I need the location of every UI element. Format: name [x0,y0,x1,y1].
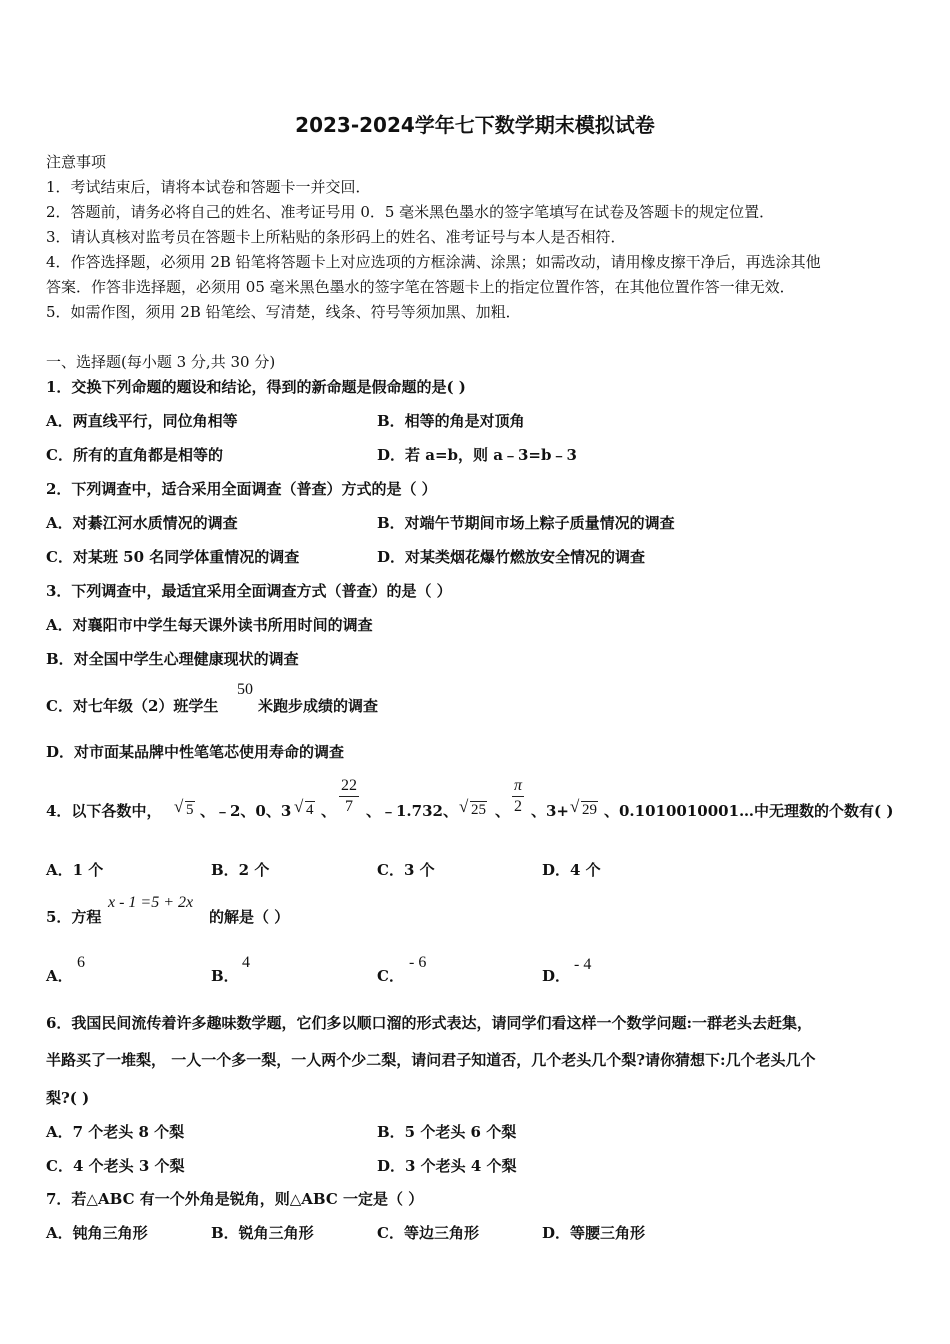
q4-tail: 、0.1010010001…中无理数的个数有( ) [604,802,894,820]
q2-option-b: B．对端午节期间市场上粽子质量情况的调查 [377,514,675,532]
q1-option-b: B．相等的角是对顶角 [377,412,525,430]
radical-icon: √ [570,797,580,816]
sqrt-25: √ 25 [459,797,486,818]
question-7-stem: 7．若△ABC 有一个外角是锐角，则△ABC 一定是（ ） [46,1190,424,1208]
q7-option-a: A．钝角三角形 [46,1224,148,1242]
q5-equation: x - 1 =5 + 2x [108,894,194,911]
q6-option-a: A．7 个老头 8 个梨 [46,1123,185,1141]
q4-option-b: B．2 个 [211,861,270,879]
section-heading: 一、选择题(每小题 3 分,共 30 分) [46,353,276,371]
sqrt-29: √ 29 [570,797,597,818]
radical-icon: √ [174,797,184,816]
question-1-stem: 1．交换下列命题的题设和结论，得到的新命题是假命题的是( ) [46,378,466,396]
q4-separator: 、﹣2、0、3 [200,802,292,820]
question-4-lead: 4．以下各数中， [46,802,162,820]
q5-option-b-label: B． [211,967,239,985]
q6-option-b: B．5 个老头 6 个梨 [377,1123,517,1141]
fraction-pi-2: $\frac{\pi}{2}$ [514,777,523,815]
question-6-line: 梨?( ) [46,1089,90,1107]
q5-tail: 的解是（ ） [209,908,290,926]
q3-option-b: B．对全国中学生心理健康现状的调查 [46,650,299,668]
sqrt-4: √ 4 [294,797,314,818]
notice-item: 3．请认真核对监考员在答题卡上所粘贴的条形码上的姓名、准考证号与本人是否相符． [46,228,626,246]
page-title: 2023-2024学年七下数学期末模拟试卷 [295,113,655,137]
sqrt-5: √ 5 [174,797,194,818]
q7-option-d: D．等腰三角形 [542,1224,646,1242]
q3-option-a: A．对襄阳市中学生每天课外读书所用时间的调查 [46,616,373,634]
q4-separator: 、3+ [531,802,570,820]
q5-option-d-label: D． [542,967,571,985]
q6-option-c: C．4 个老头 3 个梨 [46,1157,185,1175]
question-6-line: 6．我国民间流传着许多趣味数学题，它们多以顺口溜的形式表达，请同学们看这样一个数学问题:一群老头去赶集， [46,1014,812,1032]
q5-option-d-value: - 4 [574,956,592,973]
q3-option-c-prefix: C．对七年级（2）班学生 [46,697,219,715]
notice-item: 答案．作答非选择题，必须用 05 毫米黑色墨水的签字笔在答题卡上的指定位置作答，在其他位置作答一律无效． [46,278,795,296]
q2-option-a: A．对綦江河水质情况的调查 [46,514,238,532]
q6-option-d: D．3 个老头 4 个梨 [377,1157,517,1175]
q2-option-c: C．对某班 50 名同学体重情况的调查 [46,548,300,566]
q5-option-c-label: C． [377,967,404,985]
q3-option-c-suffix: 米跑步成绩的调查 [258,697,379,715]
q5-option-c-value: - 6 [409,954,427,971]
question-3-stem: 3．下列调查中，最适宜采用全面调查方式（普查）的是（ ） [46,582,452,600]
q4-option-a: A．1 个 [46,861,104,879]
q3-option-d: D．对市面某品牌中性笔笔芯使用寿命的调查 [46,743,345,761]
q7-option-b: B．锐角三角形 [211,1224,314,1242]
q5-option-b-value: 4 [242,954,250,971]
q2-option-d: D．对某类烟花爆竹燃放安全情况的调查 [377,548,646,566]
q7-option-c: C．等边三角形 [377,1224,479,1242]
q5-option-a-value: 6 [77,954,85,971]
notice-item: 4．作答选择题，必须用 2B 铅笔将答题卡上对应选项的方框涂满、涂黑；如需改动，请用橡皮擦干净后，再选涂其他 [46,253,821,271]
question-5-lead: 5．方程 [46,908,102,926]
notice-item: 2．答题前，请务必将自己的姓名、准考证号用 0．5 毫米黑色墨水的签字笔填写在试卷及答题卡的规定位置． [46,203,775,221]
q4-option-c: C．3 个 [377,861,435,879]
radical-icon: √ [294,797,304,816]
notice-heading: 注意事项 [46,153,107,171]
radical-icon: √ [459,797,469,816]
q3-option-c-number: 50 [237,681,253,698]
q5-option-a-label: A． [46,967,73,985]
q1-option-a: A．两直线平行，同位角相等 [46,412,238,430]
fraction-22-7: $\frac{22}{7}$ [341,777,357,815]
q4-option-d: D．4 个 [542,861,601,879]
q4-separator: 、﹣1.732、 [366,802,458,820]
notice-item: 1．考试结束后，请将本试卷和答题卡一并交回． [46,178,371,196]
q1-option-c: C．所有的直角都是相等的 [46,446,223,464]
q4-separator: 、 [321,802,337,820]
question-2-stem: 2．下列调查中，适合采用全面调查（普查）方式的是（ ） [46,480,437,498]
q4-separator: 、 [495,802,511,820]
question-6-line: 半路买了一堆梨， 一人一个多一梨，一人两个少二梨，请问君子知道否，几个老头几个梨?请你猜想下:几个老头几个 [46,1051,816,1069]
notice-item: 5．如需作图，须用 2B 铅笔绘、写清楚，线条、符号等须加黑、加粗． [46,303,521,321]
q1-option-d: D．若 a=b，则 a﹣3=b﹣3 [377,446,577,464]
